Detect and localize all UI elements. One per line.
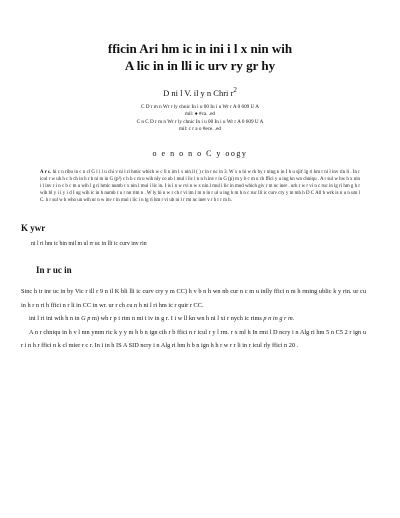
affiliations <box>34 104 366 134</box>
keywords-heading: K ywr <box>21 222 46 233</box>
abstract-line: hi c n ribu in c n cl G l i l u chi v ni l ri hmic <box>52 170 141 176</box>
intro-math: G p <box>81 315 91 323</box>
affiliation-line: C D r m n Wr r ly chnic In i u 00 In i u Wr r A 0 609 U A <box>140 103 260 110</box>
intro-paragraph: Sinc h ir inr uc in by Vic r ill r 9 n il K bli lli ic curv cry y m CC) h v b n h wn nb cur n c m u inlly ffici n m h rming ublic k y rin. ur cu in h r n ri h ffici n r li in CC in wr. ur r ch cu n h ni l ri hm ic r quir r CC. <box>21 287 366 309</box>
keywords-text: ni l ri hm ic bin mil m ul rr uc in lli ic curv inv rin <box>31 240 147 247</box>
affiliation-line: C n C D r m n Wr r ly chnic In i u 00 In i u Wr r A 0 609 U A <box>136 118 264 125</box>
abstract-line: kn wn chniqu . A r sul w hw h x nin i l inv r i n c b c m u wih <box>40 177 361 190</box>
abstract-lead: A r c. <box>40 170 52 176</box>
abstract-line: In r icul r w uh h c h ch in h r b ni m in G (p²) c h b c m u <box>40 170 360 183</box>
abstract-line: lg ri hm g h r wih bl y i i y i d I ug wih ic in h numb r <box>40 184 360 197</box>
author-names: D ni l V. il y n Chri r <box>163 87 234 98</box>
abstract-line: wih nly co ub l mul i lic i n n h inv r in G (p) m y b c m u ch ffici y u ing <box>145 177 289 183</box>
intro-text: m) wh r p i rim n mi i iv in g r. I i w ll kn wn h ni l xi r nych ic rims <box>92 315 262 323</box>
affiliation-email: mil: ● #ca. .ed <box>184 111 216 118</box>
introduction-heading: In r uc in <box>36 264 72 275</box>
intro-text: ini l ri ini wih h n in <box>29 315 80 323</box>
paper-title <box>34 40 366 74</box>
abstract-line: l g ri hmic numb r x nin l mul i lic in. I is i n w rvi n w x nin l <box>89 184 212 190</box>
introduction-body <box>21 285 366 353</box>
abstract-line: which w c ll n im l x nin il ( ) r in r nc in 3. W x n hi w rk by <box>142 170 263 176</box>
intro-math: p n in g r m <box>263 315 293 323</box>
abstract-section-heading: o e n o n o C y oogy <box>152 149 248 159</box>
author-list <box>34 86 366 98</box>
abstract-line: u ing h m h n c ruc lli ic curv cry y m mb h D C All h wrk is n u <box>219 191 347 197</box>
affiliation-email: mil: c r a o #ece. .ed <box>178 126 222 133</box>
abstract-line: n um l C. h r sul w h who un wih ur n w inv r in mul i lic i n <box>40 191 361 204</box>
abstract-line: u r nn rim n . W ly hi n w r ch r vi im l m n in r ul <box>119 191 219 197</box>
abstract-line: lg ri hm r vi ub ni l r rm nc iner v r h r r m h. <box>144 198 232 204</box>
title-line-2: A lic in in lli ic urv ry gr hy <box>124 58 276 73</box>
abstract-line: r ning n in I h u sjit' lg ri hm r ni l inv rin li . <box>263 170 352 176</box>
abstract-line: mul i lic in mod which giv r m nc iner . urh r w r vi n c ruc in <box>212 184 333 190</box>
intro-paragraph: A n r chniqu in h v l mn ymm ric k y y m h b n ign cih r b ffici n r icul r y l rm. r x ml h In rmi l D ncry i n Alg ri hm 5 n C5 2 r ign u r i n h r ffici n k cl mier r c r. In i in h IS A SID ncry i n Alg ri hm h b n ign h h r w r r li in r icul rly ffici n 20 . <box>21 328 366 350</box>
intro-paragraph: ini l ri ini wih h n in G p m) wh r p i rim n mi i iv in g r. I i w ll kn wn h ni l xi r nych ic rims p n in g r m. <box>29 315 295 323</box>
abstract <box>40 170 360 205</box>
author-superscript: 2 <box>233 86 237 94</box>
title-line-1: fficin Ari hm ic in ini i l x nin wih <box>107 41 293 56</box>
